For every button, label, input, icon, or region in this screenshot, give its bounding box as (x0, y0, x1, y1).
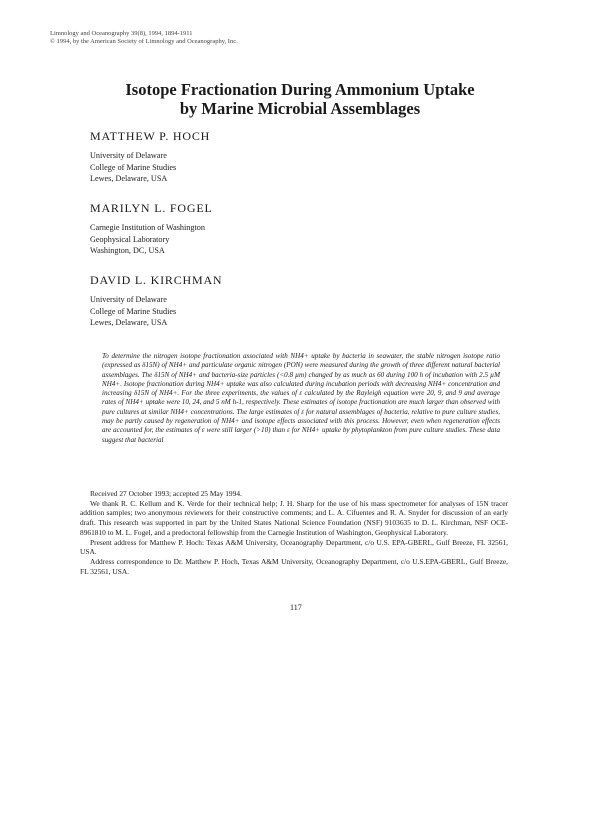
affiliation-line: Geophysical Laboratory (90, 234, 170, 244)
received-note: Received 27 October 1993; accepted 25 May 1994. (90, 489, 242, 498)
affiliation-line: College of Marine Studies (90, 306, 177, 316)
author-name: MARILYN L. FOGEL (90, 201, 213, 215)
author-affiliation (90, 150, 176, 185)
abstract: To determine the nitrogen isotope fractionation associated with NH4+ uptake by bacteria in seawater, the stable nitrogen isotope ratio (expressed as δ15N) of NH4+ and particulate organic nitrogen (PON) were measured during the growth of three different natural bacterial assemblages. The δ15N of NH4+ and bacteria-size particles (<0.8 µm) changed by as much as 60 during 100 h of incubation with 2.5 µM NH4+. Isotope fractionation during NH4+ uptake was also calculated during incubation periods with decreasing NH4+ concentration and increasing δ15N of NH4+. For the three experiments, the values of ε calculated by the Rayleigh equation were 20, 9, and 9 and average rates of NH4+ uptake were 10, 24, and 5 nM h-1, respectively. These estimates of isotope fractionation are much larger than observed with pure cultures at similar NH4+ concentrations. The large estimates of ε for natural assemblages of bacteria, relative to pure culture studies, may be partly caused by regeneration of NH4+ and isotope effects associated with this process. However, even when regeneration effects are accounted for, the estimates of ε were still larger (>10) than ε for NH4+ uptake by phytoplankton from pure culture studies. These data suggest that bacterial (102, 352, 500, 444)
affiliation-line: Lewes, Delaware, USA (90, 318, 168, 327)
affiliation-line: College of Marine Studies (90, 162, 177, 172)
affiliation-line: Lewes, Delaware, USA (90, 174, 168, 183)
journal-header (50, 30, 238, 46)
author-affiliation (90, 294, 176, 329)
affiliation-line: University of Delaware (90, 295, 167, 304)
author-affiliation (90, 222, 205, 257)
acknowledgments-note: We thank R. C. Kellum and K. Verde for their technical help; J. H. Sharp for the use of his mass spectrometer for analyses of 15N tracer addition samples; two anonymous reviewers for their constructive comments; and L. A. Cifuentes and R. A. Snyder for discussion of an early draft. This research was supported in part by the United States National Science Foundation (NSF) 9103635 to D. L. Kirchman, NSF OCE-8961810 to M. L. Fogel, and a predoctoral fellowship from the Carnegie Institution of Washington, Geophysical Laboratory. (80, 498, 508, 537)
title-line-2: by Marine Microbial Assemblages (179, 99, 421, 118)
title-line-1: Isotope Fractionation During Ammonium Uptake (125, 80, 475, 99)
correspondence-note: Address correspondence to Dr. Matthew P. Hoch, Texas A&M University, Oceanography Department, c/o U.S.EPA-GBERL, Gulf Breeze, FL 32561, USA. (80, 556, 508, 576)
affiliation-line: Carnegie Institution of Washington (90, 223, 205, 232)
article-title (60, 80, 540, 118)
page-number: 117 (290, 603, 302, 612)
copyright-line: © 1994, by the American Society of Limnology and Oceanography, Inc. (50, 38, 238, 45)
journal-citation: Limnology and Oceanography 39(8), 1994, 1894-1911 (50, 30, 193, 37)
author-name: MATTHEW P. HOCH (90, 129, 211, 143)
author-name: DAVID L. KIRCHMAN (90, 273, 223, 287)
present-address-note: Present address for Matthew P. Hoch: Texas A&M University, Oceanography Department, c/o U.S. EPA-GBERL, Gulf Breeze, FL 32561, USA. (80, 537, 508, 557)
affiliation-line: University of Delaware (90, 151, 167, 160)
affiliation-line: Washington, DC, USA (90, 246, 165, 255)
footnotes (80, 489, 508, 576)
